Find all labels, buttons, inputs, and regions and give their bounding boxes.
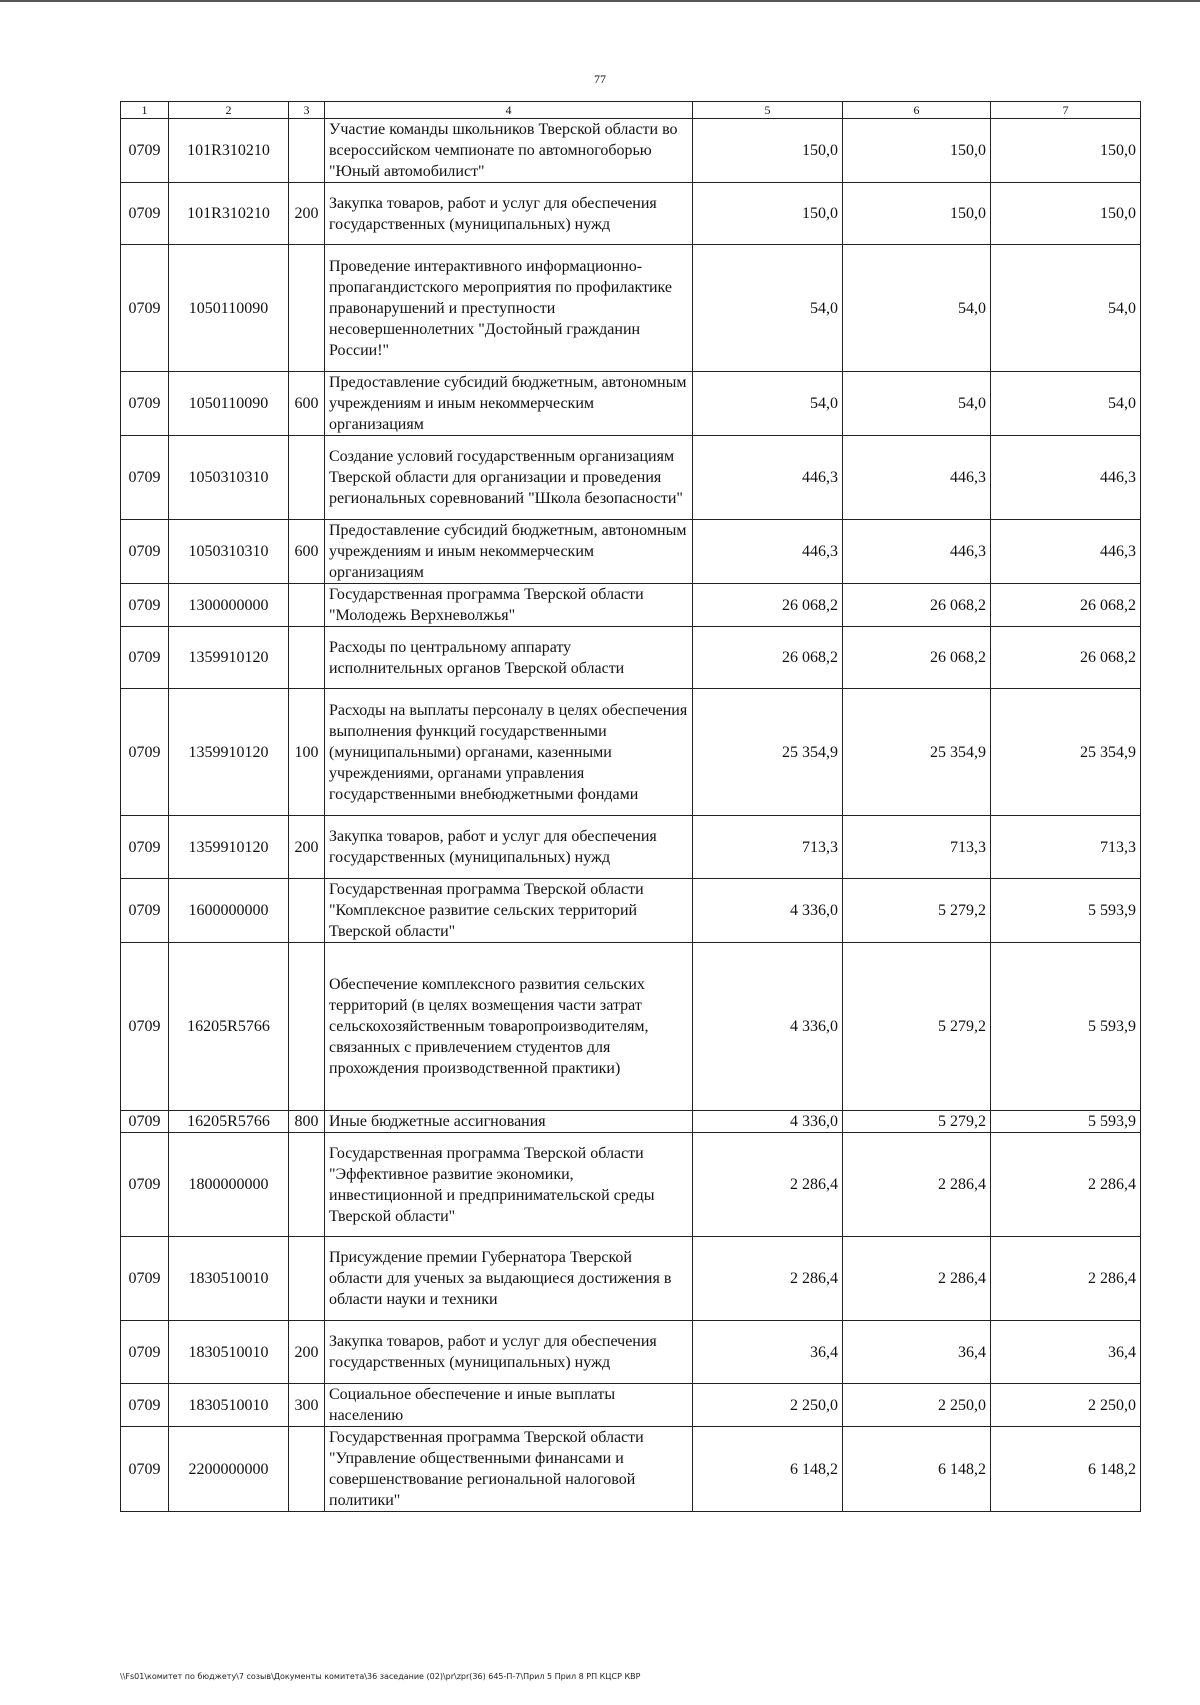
amount-col6-cell: 446,3 bbox=[843, 520, 991, 584]
amount-col7-cell: 150,0 bbox=[991, 183, 1141, 245]
target-article-cell: 1830510010 bbox=[169, 1384, 289, 1427]
target-article-cell: 1359910120 bbox=[169, 627, 289, 689]
section-cell: 0709 bbox=[121, 1111, 169, 1133]
amount-col5-cell: 446,3 bbox=[693, 520, 843, 584]
item-name-cell: Государственная программа Тверской области "Управление общественными финансами и совершенствование региональной налоговой политики" bbox=[325, 1427, 693, 1512]
target-article-cell: 1300000000 bbox=[169, 584, 289, 627]
item-name-cell: Иные бюджетные ассигнования bbox=[325, 1111, 693, 1133]
expense-type-cell bbox=[289, 1237, 325, 1321]
expense-type-cell bbox=[289, 119, 325, 183]
amount-col7-cell: 5 593,9 bbox=[991, 943, 1141, 1111]
amount-col6-cell: 54,0 bbox=[843, 245, 991, 372]
target-article-cell: 16205R5766 bbox=[169, 943, 289, 1111]
table-row bbox=[121, 1237, 1141, 1321]
table-row bbox=[121, 372, 1141, 436]
amount-col7-cell: 26 068,2 bbox=[991, 584, 1141, 627]
expense-type-cell bbox=[289, 436, 325, 520]
table-row bbox=[121, 1133, 1141, 1237]
amount-col5-cell: 713,3 bbox=[693, 816, 843, 879]
section-cell: 0709 bbox=[121, 943, 169, 1111]
header-col-7: 7 bbox=[991, 102, 1141, 119]
amount-col6-cell: 36,4 bbox=[843, 1321, 991, 1384]
section-cell: 0709 bbox=[121, 1237, 169, 1321]
item-name-cell: Присуждение премии Губернатора Тверской области для ученых за выдающиеся достижения в области науки и техники bbox=[325, 1237, 693, 1321]
table-row bbox=[121, 879, 1141, 943]
amount-col5-cell: 36,4 bbox=[693, 1321, 843, 1384]
item-name-cell: Государственная программа Тверской области "Эффективное развитие экономики, инвестиционной и предпринимательской среды Тверской области" bbox=[325, 1133, 693, 1237]
item-name-cell: Обеспечение комплексного развития сельских территорий (в целях возмещения части затрат сельскохозяйственным товаропроизводителям, связанных с привлечением студентов для прохождения производственной практики) bbox=[325, 943, 693, 1111]
header-col-4: 4 bbox=[325, 102, 693, 119]
amount-col6-cell: 5 279,2 bbox=[843, 879, 991, 943]
amount-col5-cell: 2 250,0 bbox=[693, 1384, 843, 1427]
amount-col7-cell: 446,3 bbox=[991, 520, 1141, 584]
expense-type-cell: 300 bbox=[289, 1384, 325, 1427]
amount-col5-cell: 4 336,0 bbox=[693, 1111, 843, 1133]
header-col-3: 3 bbox=[289, 102, 325, 119]
amount-col6-cell: 2 286,4 bbox=[843, 1237, 991, 1321]
target-article-cell: 16205R5766 bbox=[169, 1111, 289, 1133]
table-row bbox=[121, 943, 1141, 1111]
amount-col5-cell: 2 286,4 bbox=[693, 1237, 843, 1321]
amount-col6-cell: 54,0 bbox=[843, 372, 991, 436]
footer-file-path: \\Fs01\комитет по бюджету\7 созыв\Документы комитета\36 заседание (02)\pr\zpr(36) 645-П-7\Прил 5 Прил 8 РП КЦСР КВР bbox=[120, 1672, 641, 1681]
expense-type-cell bbox=[289, 1427, 325, 1512]
amount-col6-cell: 6 148,2 bbox=[843, 1427, 991, 1512]
section-cell: 0709 bbox=[121, 119, 169, 183]
table-row bbox=[121, 245, 1141, 372]
amount-col6-cell: 5 279,2 bbox=[843, 943, 991, 1111]
section-cell: 0709 bbox=[121, 436, 169, 520]
amount-col5-cell: 54,0 bbox=[693, 372, 843, 436]
amount-col5-cell: 6 148,2 bbox=[693, 1427, 843, 1512]
expense-type-cell bbox=[289, 627, 325, 689]
item-name-cell: Участие команды школьников Тверской области во всероссийском чемпионате по автомногоборью "Юный автомобилист" bbox=[325, 119, 693, 183]
page-frame-edge bbox=[0, 0, 1200, 2]
amount-col5-cell: 4 336,0 bbox=[693, 879, 843, 943]
expense-type-cell: 200 bbox=[289, 183, 325, 245]
target-article-cell: 1050110090 bbox=[169, 245, 289, 372]
target-article-cell: 1050310310 bbox=[169, 436, 289, 520]
expense-type-cell bbox=[289, 943, 325, 1111]
amount-col5-cell: 25 354,9 bbox=[693, 689, 843, 816]
target-article-cell: 1359910120 bbox=[169, 689, 289, 816]
item-name-cell: Закупка товаров, работ и услуг для обеспечения государственных (муниципальных) нужд bbox=[325, 1321, 693, 1384]
target-article-cell: 2200000000 bbox=[169, 1427, 289, 1512]
target-article-cell: 1830510010 bbox=[169, 1321, 289, 1384]
header-row bbox=[121, 102, 1141, 119]
section-cell: 0709 bbox=[121, 1321, 169, 1384]
header-col-6: 6 bbox=[843, 102, 991, 119]
amount-col5-cell: 26 068,2 bbox=[693, 584, 843, 627]
item-name-cell: Социальное обеспечение и иные выплаты населению bbox=[325, 1384, 693, 1427]
header-col-1: 1 bbox=[121, 102, 169, 119]
item-name-cell: Предоставление субсидий бюджетным, автономным учреждениям и иным некоммерческим организациям bbox=[325, 372, 693, 436]
expense-type-cell bbox=[289, 584, 325, 627]
table-row bbox=[121, 520, 1141, 584]
table-row bbox=[121, 689, 1141, 816]
table-row bbox=[121, 1427, 1141, 1512]
section-cell: 0709 bbox=[121, 879, 169, 943]
section-cell: 0709 bbox=[121, 372, 169, 436]
section-cell: 0709 bbox=[121, 1384, 169, 1427]
item-name-cell: Расходы на выплаты персоналу в целях обеспечения выполнения функций государственными (муниципальными) органами, казенными учреждениями, органами управления государственными внебюджетными фондами bbox=[325, 689, 693, 816]
amount-col7-cell: 2 286,4 bbox=[991, 1237, 1141, 1321]
amount-col6-cell: 150,0 bbox=[843, 119, 991, 183]
amount-col7-cell: 2 250,0 bbox=[991, 1384, 1141, 1427]
target-article-cell: 1600000000 bbox=[169, 879, 289, 943]
target-article-cell: 1050110090 bbox=[169, 372, 289, 436]
amount-col5-cell: 446,3 bbox=[693, 436, 843, 520]
target-article-cell: 1800000000 bbox=[169, 1133, 289, 1237]
expense-type-cell bbox=[289, 879, 325, 943]
section-cell: 0709 bbox=[121, 689, 169, 816]
table-row bbox=[121, 584, 1141, 627]
table-row bbox=[121, 1111, 1141, 1133]
item-name-cell: Проведение интерактивного информационно-пропагандистского мероприятия по профилактике правонарушений и преступности несовершеннолетних "Достойный гражданин России!" bbox=[325, 245, 693, 372]
amount-col7-cell: 2 286,4 bbox=[991, 1133, 1141, 1237]
amount-col7-cell: 5 593,9 bbox=[991, 879, 1141, 943]
section-cell: 0709 bbox=[121, 520, 169, 584]
item-name-cell: Расходы по центральному аппарату исполнительных органов Тверской области bbox=[325, 627, 693, 689]
expense-type-cell: 200 bbox=[289, 1321, 325, 1384]
expense-type-cell bbox=[289, 245, 325, 372]
target-article-cell: 101R310210 bbox=[169, 119, 289, 183]
amount-col6-cell: 713,3 bbox=[843, 816, 991, 879]
amount-col7-cell: 54,0 bbox=[991, 245, 1141, 372]
amount-col5-cell: 54,0 bbox=[693, 245, 843, 372]
item-name-cell: Государственная программа Тверской области "Комплексное развитие сельских территорий Тверской области" bbox=[325, 879, 693, 943]
amount-col5-cell: 4 336,0 bbox=[693, 943, 843, 1111]
amount-col7-cell: 150,0 bbox=[991, 119, 1141, 183]
section-cell: 0709 bbox=[121, 1133, 169, 1237]
item-name-cell: Государственная программа Тверской области "Молодежь Верхневолжья" bbox=[325, 584, 693, 627]
expense-type-cell: 800 bbox=[289, 1111, 325, 1133]
section-cell: 0709 bbox=[121, 1427, 169, 1512]
table-row bbox=[121, 183, 1141, 245]
header-col-5: 5 bbox=[693, 102, 843, 119]
item-name-cell: Закупка товаров, работ и услуг для обеспечения государственных (муниципальных) нужд bbox=[325, 816, 693, 879]
item-name-cell: Создание условий государственным организациям Тверской области для организации и проведения региональных соревнований "Школа безопасности" bbox=[325, 436, 693, 520]
amount-col7-cell: 713,3 bbox=[991, 816, 1141, 879]
amount-col7-cell: 5 593,9 bbox=[991, 1111, 1141, 1133]
item-name-cell: Закупка товаров, работ и услуг для обеспечения государственных (муниципальных) нужд bbox=[325, 183, 693, 245]
expense-type-cell: 100 bbox=[289, 689, 325, 816]
budget-table bbox=[120, 101, 1141, 1512]
amount-col7-cell: 26 068,2 bbox=[991, 627, 1141, 689]
header-col-2: 2 bbox=[169, 102, 289, 119]
table-row bbox=[121, 436, 1141, 520]
expense-type-cell: 600 bbox=[289, 520, 325, 584]
expense-type-cell: 600 bbox=[289, 372, 325, 436]
amount-col7-cell: 36,4 bbox=[991, 1321, 1141, 1384]
amount-col7-cell: 25 354,9 bbox=[991, 689, 1141, 816]
amount-col6-cell: 25 354,9 bbox=[843, 689, 991, 816]
target-article-cell: 1359910120 bbox=[169, 816, 289, 879]
amount-col6-cell: 2 286,4 bbox=[843, 1133, 991, 1237]
amount-col5-cell: 150,0 bbox=[693, 119, 843, 183]
target-article-cell: 101R310210 bbox=[169, 183, 289, 245]
amount-col6-cell: 5 279,2 bbox=[843, 1111, 991, 1133]
section-cell: 0709 bbox=[121, 816, 169, 879]
amount-col6-cell: 26 068,2 bbox=[843, 627, 991, 689]
amount-col5-cell: 150,0 bbox=[693, 183, 843, 245]
table-row bbox=[121, 627, 1141, 689]
section-cell: 0709 bbox=[121, 584, 169, 627]
table-row bbox=[121, 816, 1141, 879]
amount-col5-cell: 2 286,4 bbox=[693, 1133, 843, 1237]
table-body bbox=[121, 119, 1141, 1512]
target-article-cell: 1050310310 bbox=[169, 520, 289, 584]
section-cell: 0709 bbox=[121, 627, 169, 689]
expense-type-cell: 200 bbox=[289, 816, 325, 879]
amount-col7-cell: 446,3 bbox=[991, 436, 1141, 520]
page-number: 77 bbox=[594, 72, 606, 86]
amount-col6-cell: 150,0 bbox=[843, 183, 991, 245]
section-cell: 0709 bbox=[121, 183, 169, 245]
amount-col6-cell: 446,3 bbox=[843, 436, 991, 520]
target-article-cell: 1830510010 bbox=[169, 1237, 289, 1321]
amount-col6-cell: 2 250,0 bbox=[843, 1384, 991, 1427]
amount-col7-cell: 54,0 bbox=[991, 372, 1141, 436]
item-name-cell: Предоставление субсидий бюджетным, автономным учреждениям и иным некоммерческим организациям bbox=[325, 520, 693, 584]
table-row bbox=[121, 1384, 1141, 1427]
expense-type-cell bbox=[289, 1133, 325, 1237]
amount-col6-cell: 26 068,2 bbox=[843, 584, 991, 627]
table-row bbox=[121, 1321, 1141, 1384]
amount-col7-cell: 6 148,2 bbox=[991, 1427, 1141, 1512]
table-row bbox=[121, 119, 1141, 183]
amount-col5-cell: 26 068,2 bbox=[693, 627, 843, 689]
section-cell: 0709 bbox=[121, 245, 169, 372]
